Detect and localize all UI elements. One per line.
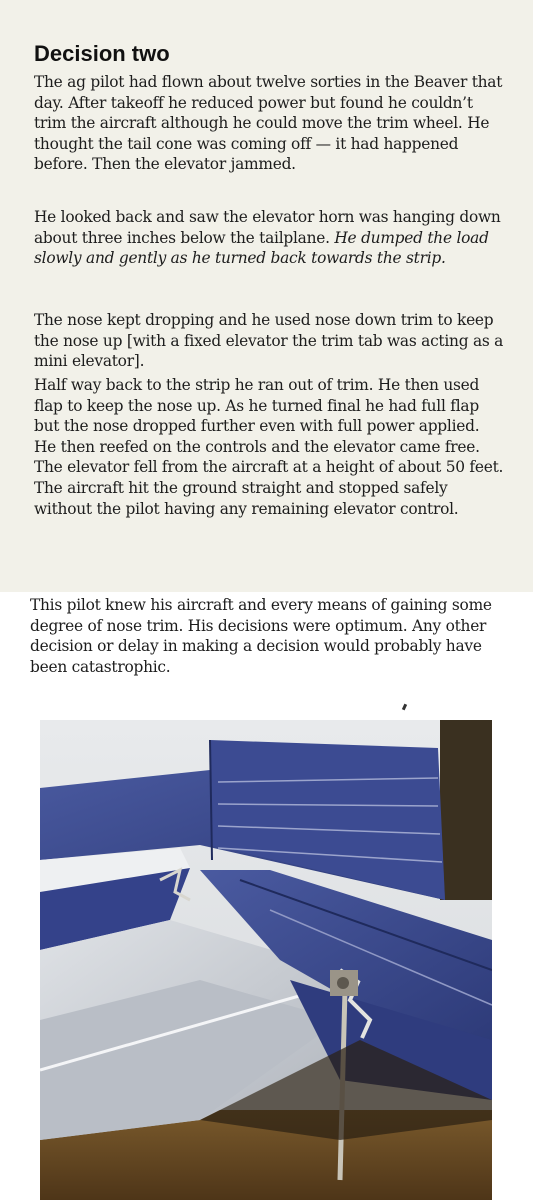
paragraph-2 [34, 207, 504, 269]
section-heading: Decision two [34, 41, 170, 66]
paragraph-4: Half way back to the strip he ran out of trim. He then used flap to keep the nose up. As he turned final he had full flap but the nose dropped further even with full power applied. He then reefed on the controls and the elevator came free. The elevator fell from the aircraft at a height of about 50 feet. The aircraft hit the ground straight and stopped safely without the pilot having any remaining elevator control. [34, 376, 504, 518]
paragraph-2-text: He looked back and saw the elevator horn was hanging down about three inches below the tailplane. [34, 208, 501, 247]
paragraph-1: The ag pilot had flown about twelve sorties in the Beaver that day. After takeoff he reduced power but found he couldn’t trim the aircraft although he could move the trim wheel. He thought the tail cone was coming off — it had happened before. Then the elevator jammed. [34, 73, 503, 174]
paragraph-3: The nose kept dropping and he used nose down trim to keep the nose up [with a fixed elevator the trim tab was acting as a mini elevator]. [34, 311, 504, 371]
damaged-tail-elevator-photo [40, 720, 492, 1200]
stray-mark [402, 704, 407, 711]
paragraph-2-italic: He dumped the load slowly and gently as he turned back towards the strip. [34, 228, 489, 268]
paragraph-5: This pilot knew his aircraft and every means of gaining some degree of nose trim. His decisions were optimum. Any other decision or delay in making a decision would probably have been catastrophic. [30, 596, 492, 676]
